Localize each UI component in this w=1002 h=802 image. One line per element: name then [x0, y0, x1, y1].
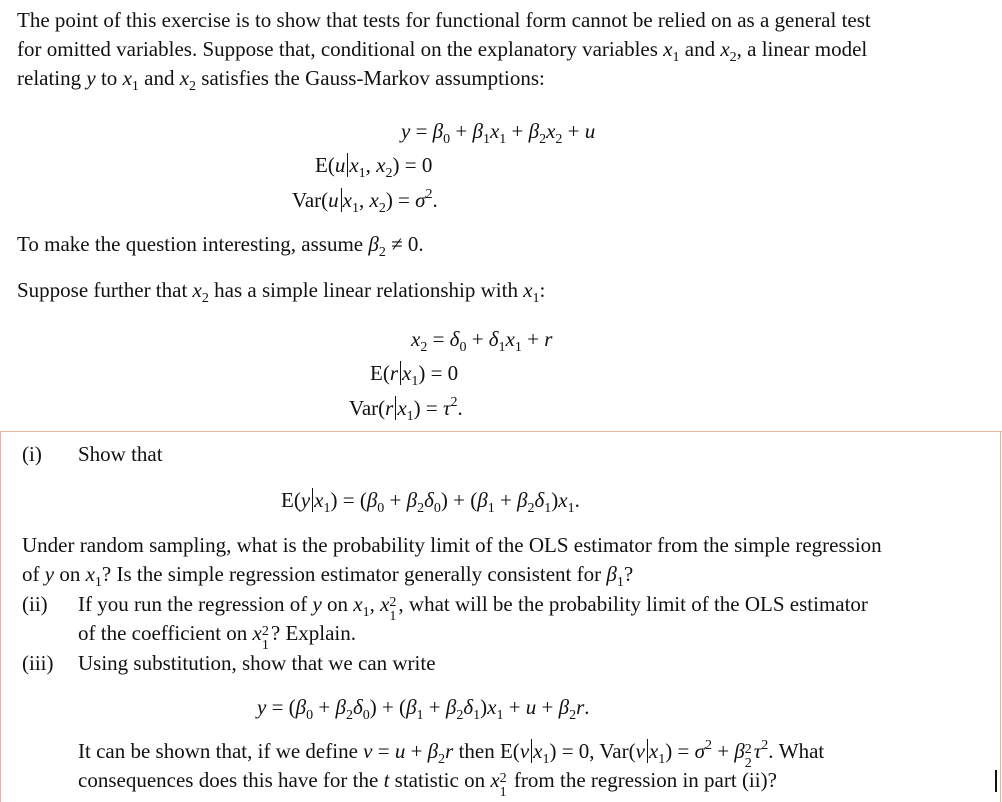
text-cursor [995, 770, 997, 792]
exercise-box-top-rule [0, 431, 1002, 432]
intro-paragraph: The point of this exercise is to show that tests for functional form cannot be relied on as a general test for omitted variables. Suppose that, conditional on the explanatory variables $x_1$ and $x_2$, a linear model relating y to $x_1$ and $x_2$ satisfies the Gauss-Markov assumptions: [17, 8, 871, 94]
equation-var-u: Var(u $x_1$, $x_2) = \sigma^2$. [292, 187, 438, 216]
interest-sentence: To make the question interesting, assume $\beta_2 \ne 0$. [17, 232, 424, 260]
exercise-box-left-rule [0, 431, 1, 802]
part-iii-equation: $y = (\beta_0 + \beta_2\delta_0) + (\beta_1 + \beta_2\delta_1)x_1 + u + \beta_2r$. [257, 695, 590, 723]
equation-var-r: Var(r $x_1) = \tau^2$. [349, 395, 463, 424]
further-sentence: Suppose further that $x_2$ has a simple linear relationship with $x_1$: [17, 278, 546, 306]
equation-model-y: $y = \beta_0 + \beta_1x_1 + \beta_2x_2 + u$ [401, 119, 596, 147]
part-i-equation: E(y $x_1) = (\beta_0 + \beta_2\delta_0) + (\beta_1 + \beta_2\delta_1)x_1$. [281, 488, 580, 516]
part-iii-label: (iii) [22, 651, 54, 675]
part-iii-text: Using substitution, show that we can write [78, 651, 436, 675]
part-ii-text: If you run the regression of y on $x_1$, x 2 1 , what will be the probability limit of the OLS estimator of the coefficient on x 2 1 ? Explain. [78, 592, 868, 653]
part-i-text: Show that [78, 442, 163, 466]
intro-line-1: The point of this exercise is to show that tests for functional form cannot be relied on as a general test [17, 8, 871, 32]
exercise-box-right-rule [1000, 431, 1001, 802]
equation-model-x2: $x_2 = \delta_0 + \delta_1x_1 + r$ [411, 327, 553, 355]
part-iii-followup: It can be shown that, if we define $v = u + \beta_2r$ then E(v $x_1) = 0$, Var(v $x_1) = \sigma^2 + \beta$ 2 2 $\tau^2$. What consequences does this have for the t statistic on x 2 1 from the regression in part (ii)? [78, 738, 825, 800]
equation-mean-u: E(u $x_1$, $x_2) = 0$ [315, 153, 433, 181]
part-ii-label: (ii) [22, 592, 48, 616]
part-i-question: Under random sampling, what is the probability limit of the OLS estimator from the simple regression of y on $x_1$? Is the simple regression estimator generally consistent for $\beta_1$? [22, 533, 882, 590]
part-i-label: (i) [22, 442, 42, 466]
equation-mean-r: E(r $x_1) = 0$ [370, 361, 459, 389]
